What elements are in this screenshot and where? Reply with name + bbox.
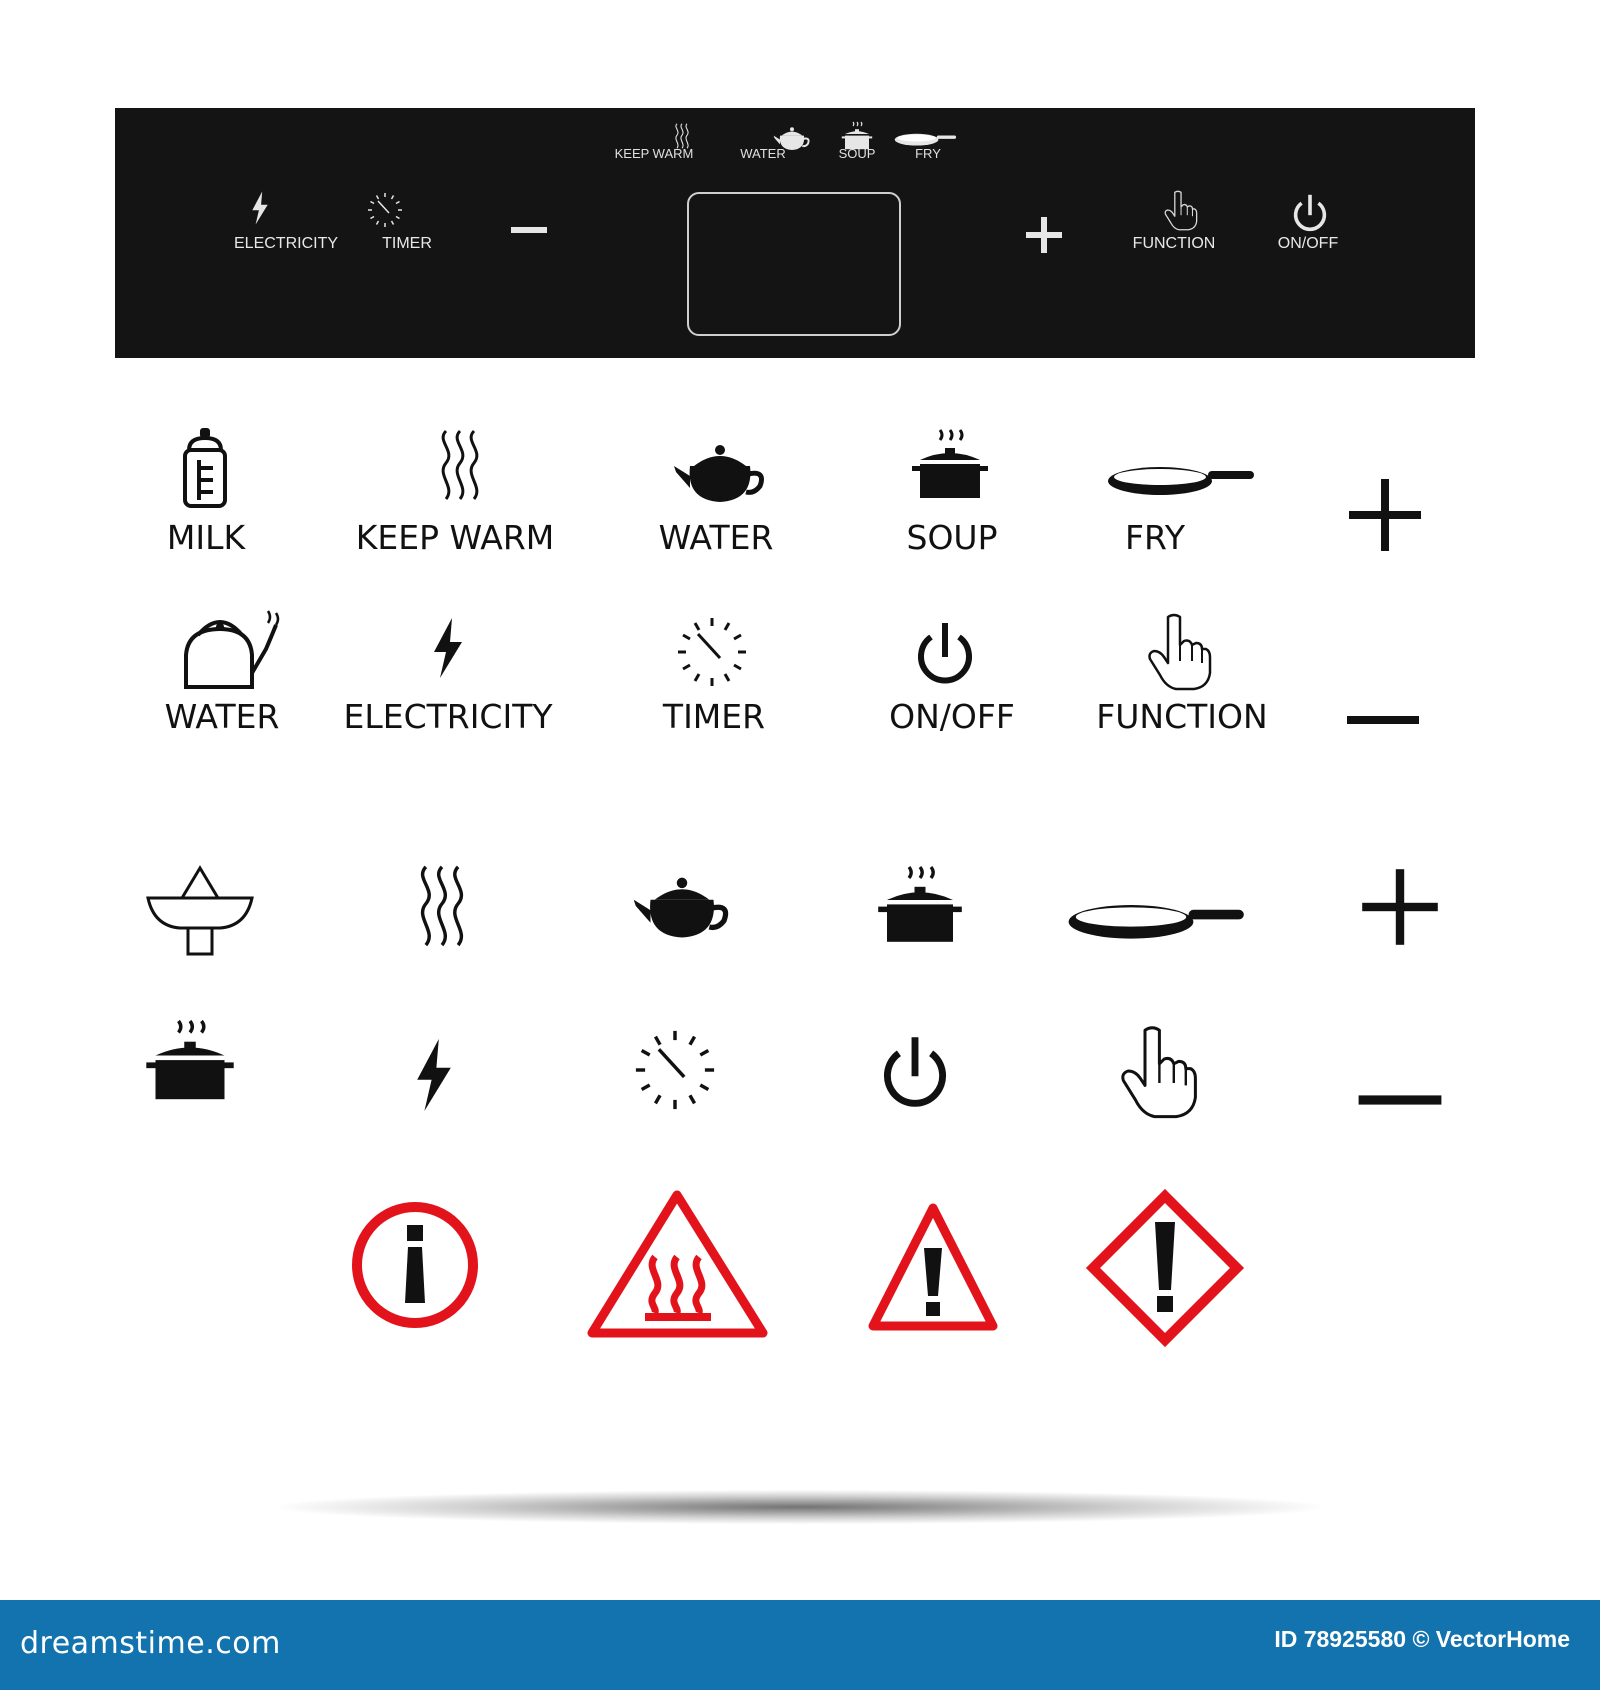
panel-function-label: FUNCTION xyxy=(1132,235,1216,252)
juicer-icon xyxy=(140,850,260,960)
fry-label: FRY xyxy=(1125,518,1185,557)
panel-soup-label: SOUP xyxy=(838,146,876,161)
pointing-hand-icon xyxy=(1115,1015,1205,1125)
teapot-icon xyxy=(670,430,770,510)
minus-icon xyxy=(1355,1080,1445,1120)
kettle-icon xyxy=(180,605,290,695)
frying-pan-icon xyxy=(1075,895,1255,945)
display-window xyxy=(687,192,901,336)
ground-shadow xyxy=(280,1490,1320,1524)
hot-surface-warning-icon xyxy=(585,1185,770,1345)
frying-pan-icon xyxy=(1110,455,1260,505)
keep-warm-icon xyxy=(420,425,500,505)
panel-timer-label: TIMER xyxy=(382,235,432,252)
keep-warm-icon xyxy=(402,862,482,952)
panel-on-off-label: ON/OFF xyxy=(1277,235,1339,252)
function-hand-icon[interactable] xyxy=(1150,186,1210,236)
timer-icon[interactable] xyxy=(365,190,405,230)
timer-label: TIMER xyxy=(662,697,766,736)
info-circle-icon xyxy=(345,1195,485,1335)
soup-pot-icon xyxy=(870,855,970,955)
milk-bottle-icon xyxy=(165,420,245,510)
timer-icon xyxy=(630,1025,720,1115)
boiling-pot-icon xyxy=(140,1005,240,1115)
panel-electricity-label: ELECTRICITY xyxy=(233,235,339,252)
keep-warm-label: KEEP WARM xyxy=(355,518,555,557)
panel-water-label: WATER xyxy=(740,146,786,161)
lightning-bolt-icon xyxy=(420,610,480,690)
teapot-icon xyxy=(630,860,730,950)
milk-label: MILK xyxy=(166,518,246,557)
hazard-diamond-icon xyxy=(1085,1188,1245,1348)
soup-pot-icon xyxy=(905,418,995,508)
panel-keep-warm-label: KEEP WARM xyxy=(614,146,694,161)
lightning-bolt-icon xyxy=(400,1035,470,1115)
plus-icon xyxy=(1355,862,1445,952)
on-off-label: ON/OFF xyxy=(889,697,1015,736)
brand-text[interactable]: dreamstime.com xyxy=(20,1626,281,1661)
pointing-hand-icon xyxy=(1140,605,1220,695)
panel-fry-label: FRY xyxy=(915,146,941,161)
power-icon xyxy=(870,1030,960,1120)
minus-button[interactable] xyxy=(505,213,565,243)
timer-icon xyxy=(672,612,752,692)
plus-button[interactable] xyxy=(1020,212,1070,262)
plus-icon xyxy=(1345,475,1435,565)
control-panel xyxy=(115,108,1475,358)
function-label: FUNCTION xyxy=(1096,697,1268,736)
footer-bar xyxy=(0,1600,1600,1690)
caution-triangle-icon xyxy=(866,1198,1001,1333)
soup-label: SOUP xyxy=(906,518,998,557)
image-credit: ID 78925580 © VectorHome xyxy=(1274,1626,1570,1652)
power-icon xyxy=(905,615,985,695)
power-icon[interactable] xyxy=(1285,188,1335,238)
water-kettle-label: WATER xyxy=(164,697,280,736)
water-label: WATER xyxy=(658,518,774,557)
electricity-icon[interactable] xyxy=(240,190,280,230)
minus-icon xyxy=(1345,700,1435,740)
electricity-label: ELECTRICITY xyxy=(343,697,553,736)
